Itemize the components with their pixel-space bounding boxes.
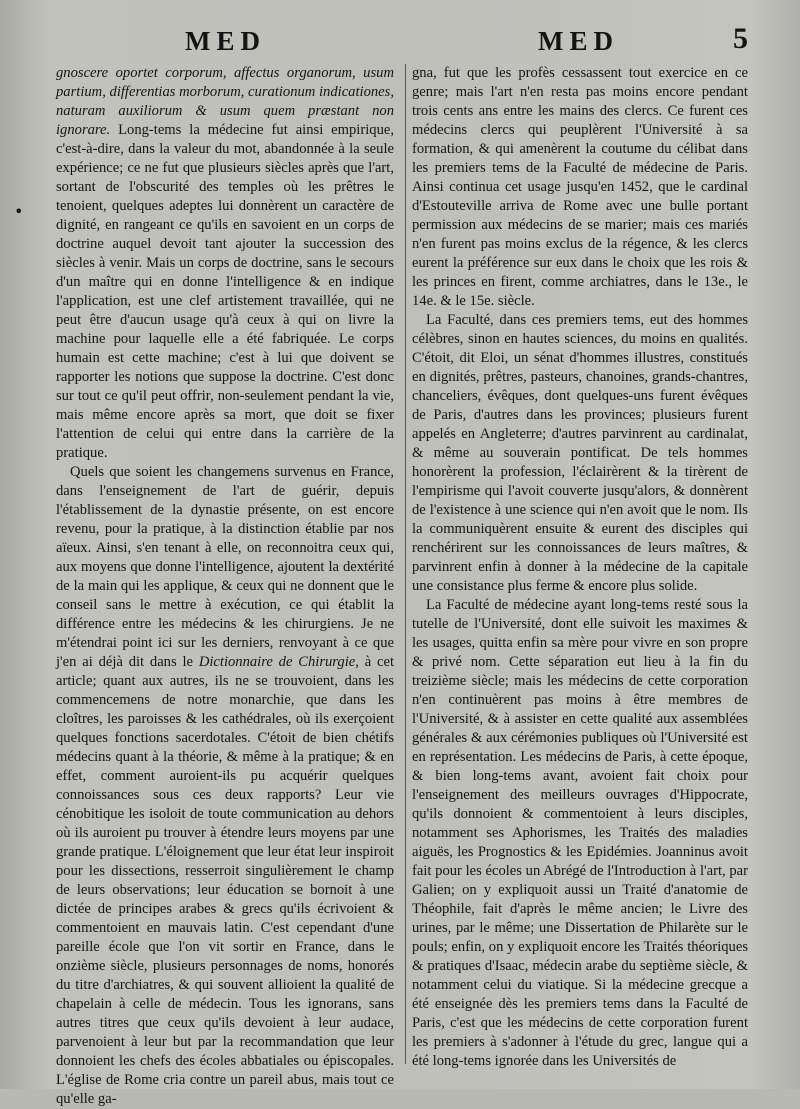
page-number: 5: [733, 22, 748, 55]
left-column: [56, 64, 394, 1109]
right-paragraph-3: La Faculté de médecine ayant long-tems resté sous la tutelle de l'Université, dont elle suivoit les maximes & les usages, quitta enfin sa mère pour vivre en son propre & privé nom. Cette séparation eut lieu à la fin du treizième siècle; mais les médecins de cette corporation n'en continuèrent pas moins à être membres de l'Université, & à assister en cette qualité aux assemblées générales & aux cérémonies publiques où l'Université est en représentation. Les médecins de Paris, à cette époque, & bien long-tems avant, avoient fait choix pour l'enseignement des meilleurs ouvrages d'Hippocrate, qu'ils donnoient & commentoient à leurs disciples, notamment ses Aphorismes, les Traités des maladies aiguës, les Prognostics & les Epidémies. Joanninus avoit fait pour les écoles un Abrégé de l'Introduction à l'art, par Galien; on y expliquoit aussi un Traité d'anatomie de Théophile, fait d'après le même ancien; le Livre des urines, par le même; une Dissertation de Philarète sur le pouls; enfin, on y expliquoit encore les Traités théoriques & pratiques d'Isaac, médecin arabe du septième siècle, & notamment celui du viatique. Si la médecine grecque a été enseignée dès les premiers tems dans la Faculté de Paris, c'est que les médecins de cette corporation furent les premiers à s'adonner à l'étude du grec, langue qui a été long-tems ignorée dans les Universités de: [412, 597, 748, 1069]
left-paragraph-1-text: Long-tems la médecine fut ainsi empirique, c'est-à-dire, dans la valeur du mot, abandonnée à la seule expérience; ce ne fut que plusieurs siècles après que l'art, sortant de l'obscurité des temples où les prêtres le tenoient, quelques adeptes lui donnèrent un caractère de dignité, en rangeant ce qu'ils en savoient en un corps de doctrine auquel devoit tant ajouter la succession des siècles à venir. Mais un corps de doctrine, sans le secours d'un maître qui en donne l'intelligence & en indique l'application, est une clef artistement travaillée, qui ne peut être d'aucun usage qu'à ceux à qui on livre la machine pour laquelle elle a été fabriquée. Le corps humain est cette machine; c'est à lui que doivent se rapporter les notions que suppose la doctrine. C'est donc sur tout ce qu'il peut offrir, non-seulement pendant la vie, mais même encore après sa mort, que doit se fixer l'attention de celui qui entre dans la carrière de la pratique.: [56, 122, 394, 461]
column-divider: [405, 64, 406, 1064]
right-paragraph-1: gna, fut que les profès cessassent tout exercice en ce genre; mais l'art n'en resta pas moins encore pendant trois cents ans entre les mains des clercs. Ce furent ces médecins clercs qui peuplèrent l'Université à sa formation, & qui amenèrent la coutume du célibat dans les premiers tems de la Faculté de médecine de Paris. Ainsi continua cet usage jusqu'en 1452, que le cardinal d'Estouteville arriva de Rome avec une bulle portant permission aux médecins de se marier; mais ces mariés n'en furent pas moins exclus de la régence, & les clercs eurent la préférence sur eux dans le choix que les rois & les princes en firent, comme archiatres, dans le 13e., le 14e. & le 15e. siècle.: [412, 65, 748, 309]
latin-quote: gnoscere oportet corporum, affectus organorum, usum partium, differentias morborum, curationum indicationes, naturam auxiliorum & usum quem præstant non ignorare.: [56, 65, 394, 138]
right-paragraph-2: La Faculté, dans ces premiers tems, eut des hommes célèbres, sinon en hautes sciences, du moins en qualités. C'étoit, dit Eloi, un sénat d'hommes illustres, constitués en dignités, prêtres, pasteurs, chanoines, grands-chantres, chanceliers, évêques, dont quelques-uns furent évêques de Paris, d'autres dans les provinces; plusieurs furent appelés en Angleterre; d'autres parvinrent au cardinalat, & même au souverain pontificat. De tels hommes honorèrent la profession, l'éclairèrent & la tirèrent de l'empirisme qui l'avoit couverte jusqu'alors, & donnèrent de l'existence à une science qui n'en avoit que le nom. Ils la communiquèrent ensuite & eurent des disciples qui renchérirent sur les connoissances de leurs maîtres, & parvinrent enfin à donner à la médecine de la capitale une consistance plus ferme & encore plus solide.: [412, 312, 748, 594]
left-paragraph-2-text: Quels que soient les changemens survenus en France, dans l'enseignement de l'art de guérir, depuis l'établissement de la dynastie présente, on est encore revenu, pour la pratique, à la distinction établie par nos aïeux. Ainsi, s'en tenant à elle, on reconnoitra ceux qui, aux moyens que donne l'intelligence, ajoutent la dextérité de la main qui les applique, & ceux qui ne donnent que le conseil sans le mettre à exécution, ce qui établit la différence entre les médecins & les chirurgiens. Je ne m'étendrai point ici sur les derniers, renvoyant à ce que j'en ai déjà dit dans le: [56, 464, 394, 670]
left-paragraph-2-rest: , à cet article; quant aux autres, ils ne se trouvoient, dans les commencemens de notre monarchie, que dans les cloîtres, les paroisses & les cathédrales, où ils exerçoient quelques fonctions sacerdotales. C'étoit de bien chétifs médecins quant à la théorie, & même à la pratique; & en effet, comment auroient-ils pu acquérir quelques connoissances sous ces deux rapports? Leur vie cénobitique les isoloit de toute communication au dehors où ils auroient pu trouver à étendre leurs moyens par une grande pratique. L'éloignement que leur état leur inspiroit pour les dissections, resserroit singulièrement le champ de leurs observations; leur éducation se bornoit à une dictée de principes arabes & grecs qu'ils écrivoient & commentoient en mauvais latin. C'est cependant d'une pareille école que l'on vit sortir en France, dans le onzième siècle, plusieurs personnages de noms, honorés du titre d'archiatres, & qui souvent allioient la qualité de chapelain à celle de médecin. Tous les ignorans, sans autres titres que ceux qu'ils devoient à leur audace, parvenoient à leur but par la recommandation que leur donnoient les chefs des écoles abbatiales ou épiscopales. L'église de Rome cria contre un pareil abus, mais tout ce qu'elle ga-: [56, 654, 395, 1107]
dictionary-title: Dictionnaire de Chirurgie: [198, 654, 356, 670]
left-paragraph-1: [56, 64, 394, 463]
margin-mark: •: [14, 202, 24, 221]
left-paragraph-2: [56, 463, 394, 1109]
running-head-right: MED: [538, 26, 619, 56]
running-head-left: MED: [185, 26, 266, 56]
right-column: [412, 64, 748, 1071]
